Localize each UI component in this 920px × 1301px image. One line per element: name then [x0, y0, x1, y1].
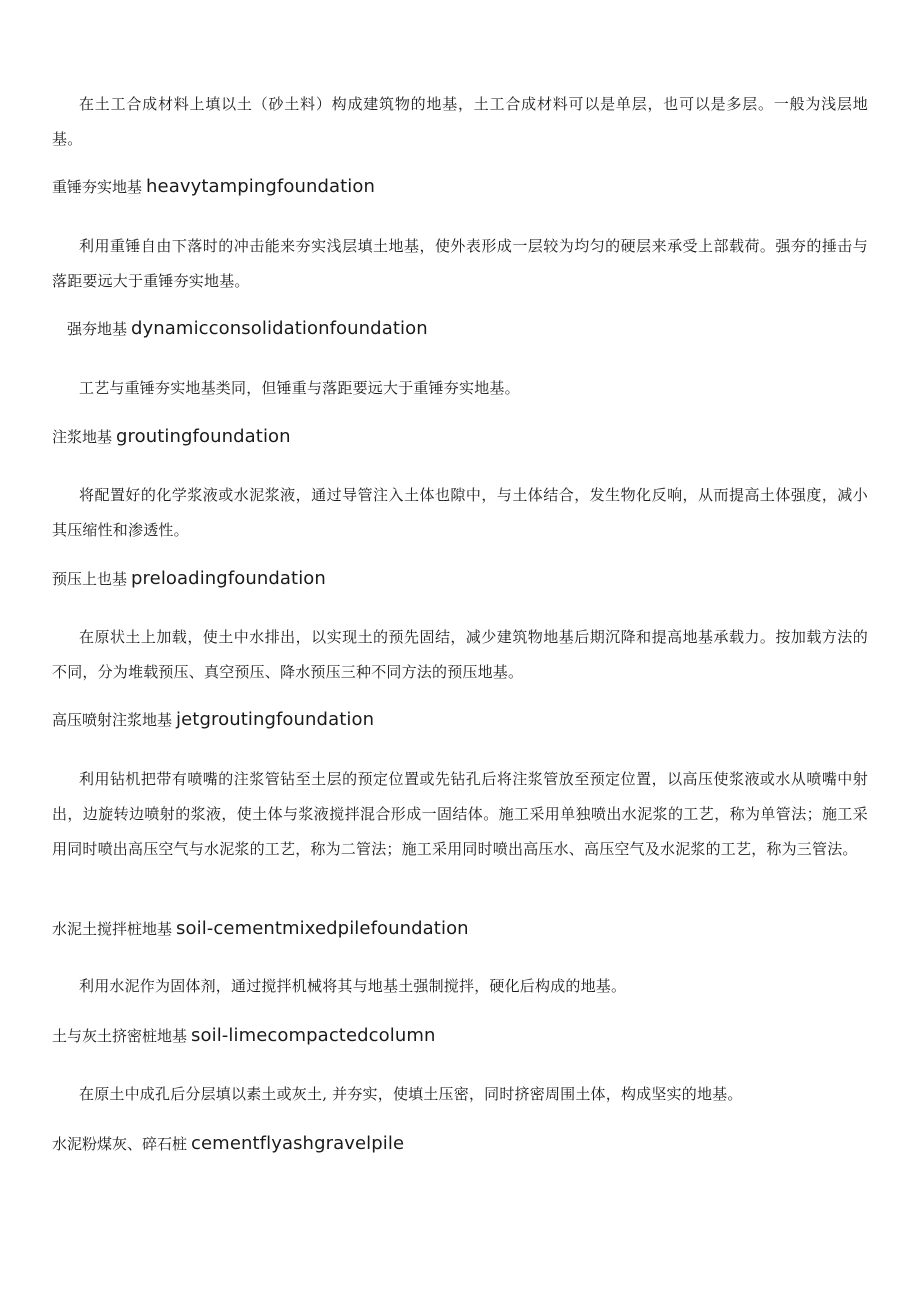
term-heading	[52, 918, 469, 939]
term-zh: 重锤夯实地基	[52, 178, 143, 196]
term-description: 利用钻机把带有喷嘴的注浆管钻至土层的预定位置或先钻孔后将注浆管放至预定位置，以高压使浆液或水从喷嘴中射出，边旋转边喷射的浆液，使土体与浆液搅拌混合形成一固结体。施工采用单独喷出水泥浆的工艺，称为单管法；施工采用同时喷出高压空气与水泥浆的工艺，称为二管法；施工采用同时喷出高压水、高压空气及水泥浆的工艺，称为三管法。	[52, 770, 868, 858]
term-en: cementflyashgravelpile	[191, 1133, 405, 1154]
term-heading	[67, 318, 428, 339]
term-description: 将配置好的化学浆液或水泥浆液，通过导管注入土体也隙中，与土体结合，发生物化反响，从而提高土体强度，减小其压缩性和渗透性。	[52, 486, 868, 539]
term-en: soil-cementmixedpilefoundation	[176, 918, 469, 939]
term-en: jetgroutingfoundation	[176, 709, 375, 730]
term-zh: 预压上也基	[52, 570, 128, 588]
term-zh: 高压喷射注浆地基	[52, 711, 173, 729]
term-description: 利用重锤自由下落时的冲击能来夯实浅层填土地基，使外表形成一层较为均匀的硬层来承受上部载荷。强夯的捶击与落距要远大于重锤夯实地基。	[52, 237, 868, 290]
term-description: 在原土中成孔后分层填以素土或灰土, 并夯实，使填土压密，同时挤密周围土体，构成坚实的地基。	[79, 1085, 743, 1103]
term-heading	[52, 568, 326, 589]
term-zh: 土与灰土挤密桩地基	[52, 1027, 188, 1045]
term-description: 在原状土上加载，使土中水排出，以实现土的预先固结，减少建筑物地基后期沉降和提高地基承载力。按加载方法的不同，分为堆载预压、真空预压、降水预压三种不同方法的预压地基。	[52, 628, 868, 681]
term-en: groutingfoundation	[116, 426, 291, 447]
term-en: dynamicconsolidationfoundation	[131, 318, 428, 339]
term-heading	[52, 1133, 404, 1154]
term-zh: 注浆地基	[52, 428, 113, 446]
term-heading	[52, 709, 374, 730]
term-en: preloadingfoundation	[131, 568, 326, 589]
term-heading	[52, 176, 375, 197]
term-description: 利用水泥作为固体剂，通过搅拌机械将其与地基土强制搅拌，硬化后构成的地基。	[79, 977, 627, 995]
term-heading	[52, 1025, 436, 1046]
intro-paragraph: 在土工合成材料上填以土（砂土料）构成建筑物的地基，土工合成材料可以是单层，也可以是多层。一般为浅层地基。	[52, 95, 868, 148]
term-en: heavytampingfoundation	[146, 176, 376, 197]
term-zh: 水泥土搅拌桩地基	[52, 920, 173, 938]
term-zh: 水泥粉煤灰、碎石桩	[52, 1135, 188, 1153]
term-en: soil-limecompactedcolumn	[191, 1025, 436, 1046]
term-description: 工艺与重锤夯实地基类同，但锤重与落距要远大于重锤夯实地基。	[79, 379, 520, 397]
term-heading	[52, 426, 291, 447]
term-zh: 强夯地基	[67, 320, 128, 338]
